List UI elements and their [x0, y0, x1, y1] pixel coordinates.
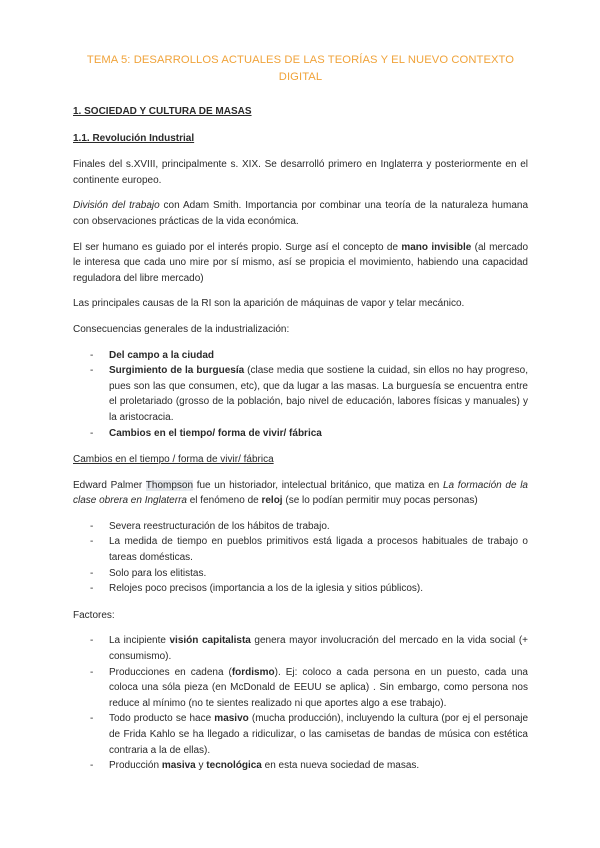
book-title: La formación de la clase obrera en Inglaterra — [73, 479, 528, 507]
changes-list — [73, 519, 528, 597]
subsection-heading: 1.1. Revolución Industrial — [73, 132, 195, 144]
list-item: - Solo para los elitistas. — [73, 566, 528, 582]
consequences-list — [73, 348, 528, 442]
bold-term: reloj — [261, 495, 283, 507]
emphasis: División del trabajo — [73, 200, 160, 212]
list-item: - Surgimiento de la burguesía (clase media que sostiene la cuidad, sin ellos no hay progreso, pues son las que consumen, etc), que da lugar a las masas. La burguesía se encuentra entre el proletariado (grosso de la población, bajo nivel de educación, labores físicas y manuales) y la aristocracia. — [73, 363, 528, 425]
list-item: - Severa reestructuración de los hábitos de trabajo. — [73, 519, 528, 535]
page-title: TEMA 5: DESARROLLOS ACTUALES DE LAS TEORÍAS Y EL NUEVO CONTEXTO DIGITAL — [86, 54, 515, 83]
list-item: - Relojes poco precisos (importancia a los de la iglesia y sitios públicos). — [73, 581, 528, 597]
underlined-subheading: Cambios en el tiempo / forma de vivir/ fábrica — [73, 454, 274, 466]
paragraph-thompson: Edward Palmer Thompson fue un historiador, intelectual británico, que matiza en La formación de la clase obrera en Inglaterra el fenómeno de reloj (se lo podían permitir muy pocas personas) — [73, 479, 528, 507]
highlighted-word: Thompson — [145, 479, 194, 491]
paragraph-factores: Factores: — [73, 609, 115, 621]
paragraph-dates: Finales del s.XVIII, principalmente s. XIX. Se desarrolló primero en Inglaterra y posteriormente en el continente europeo. — [73, 159, 528, 186]
paragraph-division-trabajo: División del trabajo con Adam Smith. Importancia por combinar una teoría de la naturaleza humana con observaciones prácticas de la vida económica. — [73, 200, 528, 227]
list-item: - Producciones en cadena (fordismo). Ej: coloco a cada persona en un puesto, cada una coloca una sóla pieza (en McDonald de EEUU se aplica) . Sin embargo, como persona nos reduce al mínimo (no te sientes realizado ni que aportes algo a ese trabajo). — [73, 665, 528, 712]
list-item: - Cambios en el tiempo/ forma de vivir/ fábrica — [73, 426, 528, 442]
section-heading: 1. SOCIEDAD Y CULTURA DE MASAS — [73, 106, 252, 117]
list-item: - Todo producto se hace masivo (mucha producción), incluyendo la cultura (por ej el personaje de Frida Kahlo se ha llegado a ridiculizar, o las camisetas de bandas de música con estética contraria a la de ellas). — [73, 711, 528, 758]
bold-term: mano invisible — [401, 241, 472, 253]
paragraph-consecuencias-intro: Consecuencias generales de la industrialización: — [73, 323, 290, 335]
list-item: - Producción masiva y tecnológica en esta nueva sociedad de masas. — [73, 758, 528, 774]
list-item: - La medida de tiempo en pueblos primitivos está ligada a procesos habituales de trabajo o tareas domésticas. — [73, 534, 528, 565]
list-item: - Del campo a la ciudad — [73, 348, 528, 364]
paragraph-causas: Las principales causas de la RI son la aparición de máquinas de vapor y telar mecánico. — [73, 298, 465, 310]
list-item: - La incipiente visión capitalista genera mayor involucración del mercado en la vida social (+ consumismo). — [73, 633, 528, 664]
paragraph-mano-invisible: El ser humano es guiado por el interés propio. Surge así el concepto de mano invisible (al mercado le interesa que cada uno mire por sí mismo, así se propicia el movimiento, habiendo una capacidad reguladora del libre mercado) — [73, 241, 529, 284]
factors-list — [73, 633, 528, 773]
